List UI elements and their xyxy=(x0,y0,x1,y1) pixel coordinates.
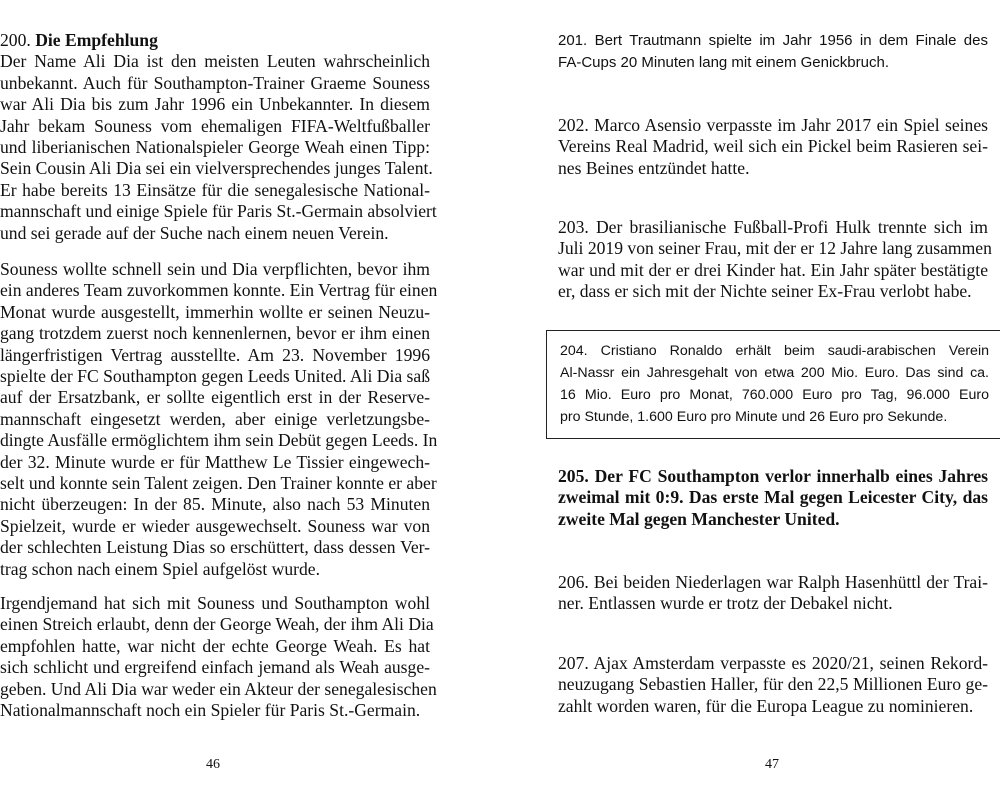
text-line: ner. Entlassen wurde er trotz der Debakel nicht. xyxy=(558,593,893,614)
text-line: FA-Cups 20 Minuten lang mit einem Genickbruch. xyxy=(558,54,889,71)
right-page xyxy=(558,0,992,800)
left-page xyxy=(0,0,438,800)
text-line: Monat wurde ausgestellt, immerhin wollte er seinen Neuzu- xyxy=(0,301,430,322)
text-line: 207. Ajax Amsterdam verpasste es 2020/21, seinen Rekord- xyxy=(558,653,988,673)
item-200-number: 200. xyxy=(0,30,31,50)
text-line: unbekannt. Auch für Southampton-Trainer Graeme Souness xyxy=(0,72,430,93)
item-207 xyxy=(558,653,988,717)
text-line: Vereins Real Madrid, weil sich ein Pickel beim Rasieren sei- xyxy=(558,136,988,157)
text-line: 205. Der FC Southampton verlor innerhalb eines Jahres xyxy=(558,466,988,486)
text-line: er, dass er sich mit der Nichte seiner Ex-Frau verlobt habe. xyxy=(558,281,972,302)
page-number-right: 47 xyxy=(765,757,779,772)
paragraph-2 xyxy=(0,259,438,580)
item-204-box xyxy=(546,330,1000,439)
text-line: dingte Ausfälle ermöglichtem ihm sein Debüt gegen Leeds. In xyxy=(0,430,438,451)
text-line: Al-Nassr ein Jahresgehalt von etwa 200 Mio. Euro. Das sind ca. xyxy=(560,365,989,381)
text-line: Juli 2019 von seiner Frau, mit der er 12 Jahre lang zusammen xyxy=(558,238,992,259)
text-line: zweite Mal gegen Manchester United. xyxy=(558,508,840,529)
text-line: nicht überzeugen: In der 85. Minute, also nach 53 Minuten xyxy=(0,494,430,515)
text-line: 204. Cristiano Ronaldo erhält beim saudi-arabischen Verein xyxy=(560,343,989,359)
item-200-heading xyxy=(0,30,430,51)
text-line: gang trotzdem zuerst noch kennenlernen, bevor er ihm einen xyxy=(0,323,430,344)
text-line: 201. Bert Trautmann spielte im Jahr 1956 in dem Finale des xyxy=(558,32,988,49)
item-203 xyxy=(558,217,992,303)
text-line: pro Stunde, 1.600 Euro pro Minute und 26 Euro pro Sekunde. xyxy=(560,409,948,425)
item-200 xyxy=(0,30,437,244)
item-205 xyxy=(558,466,988,530)
text-line: Sein Cousin Ali Dia sei ein vielversprechendes junges Talent. xyxy=(0,158,433,179)
text-line: war Ali Dia bis zum Jahr 1996 ein Unbekannter. In diesem xyxy=(0,94,430,115)
text-line: mannschaft eingesetzt werden, aber einige verletzungsbe- xyxy=(0,408,430,429)
text-line: Souness wollte schnell sein und Dia verpflichten, bevor ihm xyxy=(0,259,430,279)
text-line: spielte der FC Southampton gegen Leeds United. Ali Dia saß xyxy=(0,366,430,387)
text-line: Der Name Ali Dia ist den meisten Leuten wahrscheinlich xyxy=(0,51,430,72)
text-line: der schlechten Leistung Dias so erschüttert, dass dessen Ver- xyxy=(0,537,430,558)
item-206 xyxy=(558,572,988,615)
text-line: und liberianischen Nationalspieler George Weah einen Tipp: xyxy=(0,137,430,158)
text-line: empfohlen hatte, war nicht der echte George Weah. Es hat xyxy=(0,635,430,656)
text-line: Jahr bekam Souness vom ehemaligen FIFA-Weltfußballer xyxy=(0,115,430,136)
paragraph-3 xyxy=(0,593,437,721)
text-line: 203. Der brasilianische Fußball-Profi Hulk trennte sich im xyxy=(558,217,988,237)
text-line: neuzugang Sebastien Haller, für den 22,5 Millionen Euro ge- xyxy=(558,674,988,695)
text-line: geben. Und Ali Dia war weder ein Akteur der senegalesischen xyxy=(0,678,437,699)
text-line: und sei gerade auf der Suche nach einem neuen Verein. xyxy=(0,222,389,243)
text-line: zweimal mit 0:9. Das erste Mal gegen Leicester City, das xyxy=(558,487,988,508)
text-line: der 32. Minute wurde er für Matthew Le Tissier eingewech- xyxy=(0,451,430,472)
text-line: zahlt worden waren, für die Europa League zu nominieren. xyxy=(558,695,974,716)
text-line: war und mit der er drei Kinder hat. Ein Jahr später bestätigte xyxy=(558,259,988,280)
text-line: trag schon nach einem Spiel aufgelöst wurde. xyxy=(0,558,321,579)
text-line: selt und konnte sein Talent zeigen. Den Trainer konnte er aber xyxy=(0,473,437,494)
text-line: auf der Ersatzbank, er sollte eigentlich erst in der Reserve- xyxy=(0,387,430,408)
text-line: mannschaft und einige Spiele für Paris St.-Germain absolviert xyxy=(0,201,437,222)
text-line: 202. Marco Asensio verpasste im Jahr 2017 ein Spiel seines xyxy=(558,115,988,135)
text-line: 16 Mio. Euro pro Monat, 760.000 Euro pro Tag, 96.000 Euro xyxy=(560,387,989,403)
item-201 xyxy=(558,30,988,74)
page-number-left: 46 xyxy=(206,757,220,772)
text-line: sich schlicht und ergreifend einfach jemand als Weah ausge- xyxy=(0,657,430,678)
item-200-title: Die Empfehlung xyxy=(35,30,158,50)
text-line: einen Streich erlaubt, denn der George Weah, der ihm Ali Dia xyxy=(0,614,434,635)
text-line: Er habe bereits 13 Einsätze für die senegalesische National- xyxy=(0,179,430,200)
text-line: Nationalmannschaft noch ein Spieler für Paris St.-Germain. xyxy=(0,700,421,721)
text-line: längerfristigen Vertrag ausstellte. Am 23. November 1996 xyxy=(0,344,430,365)
text-line: ein anderes Team zuvorkommen konnte. Ein Vertrag für einen xyxy=(0,280,438,301)
text-line: 206. Bei beiden Niederlagen war Ralph Hasenhüttl der Trai- xyxy=(558,572,988,592)
text-line: nes Beines entzündet hatte. xyxy=(558,157,750,178)
text-line: Spielzeit, wurde er wieder ausgewechselt. Souness war von xyxy=(0,515,430,536)
text-line: Irgendjemand hat sich mit Souness und Southampton wohl xyxy=(0,593,430,613)
item-202 xyxy=(558,115,988,179)
